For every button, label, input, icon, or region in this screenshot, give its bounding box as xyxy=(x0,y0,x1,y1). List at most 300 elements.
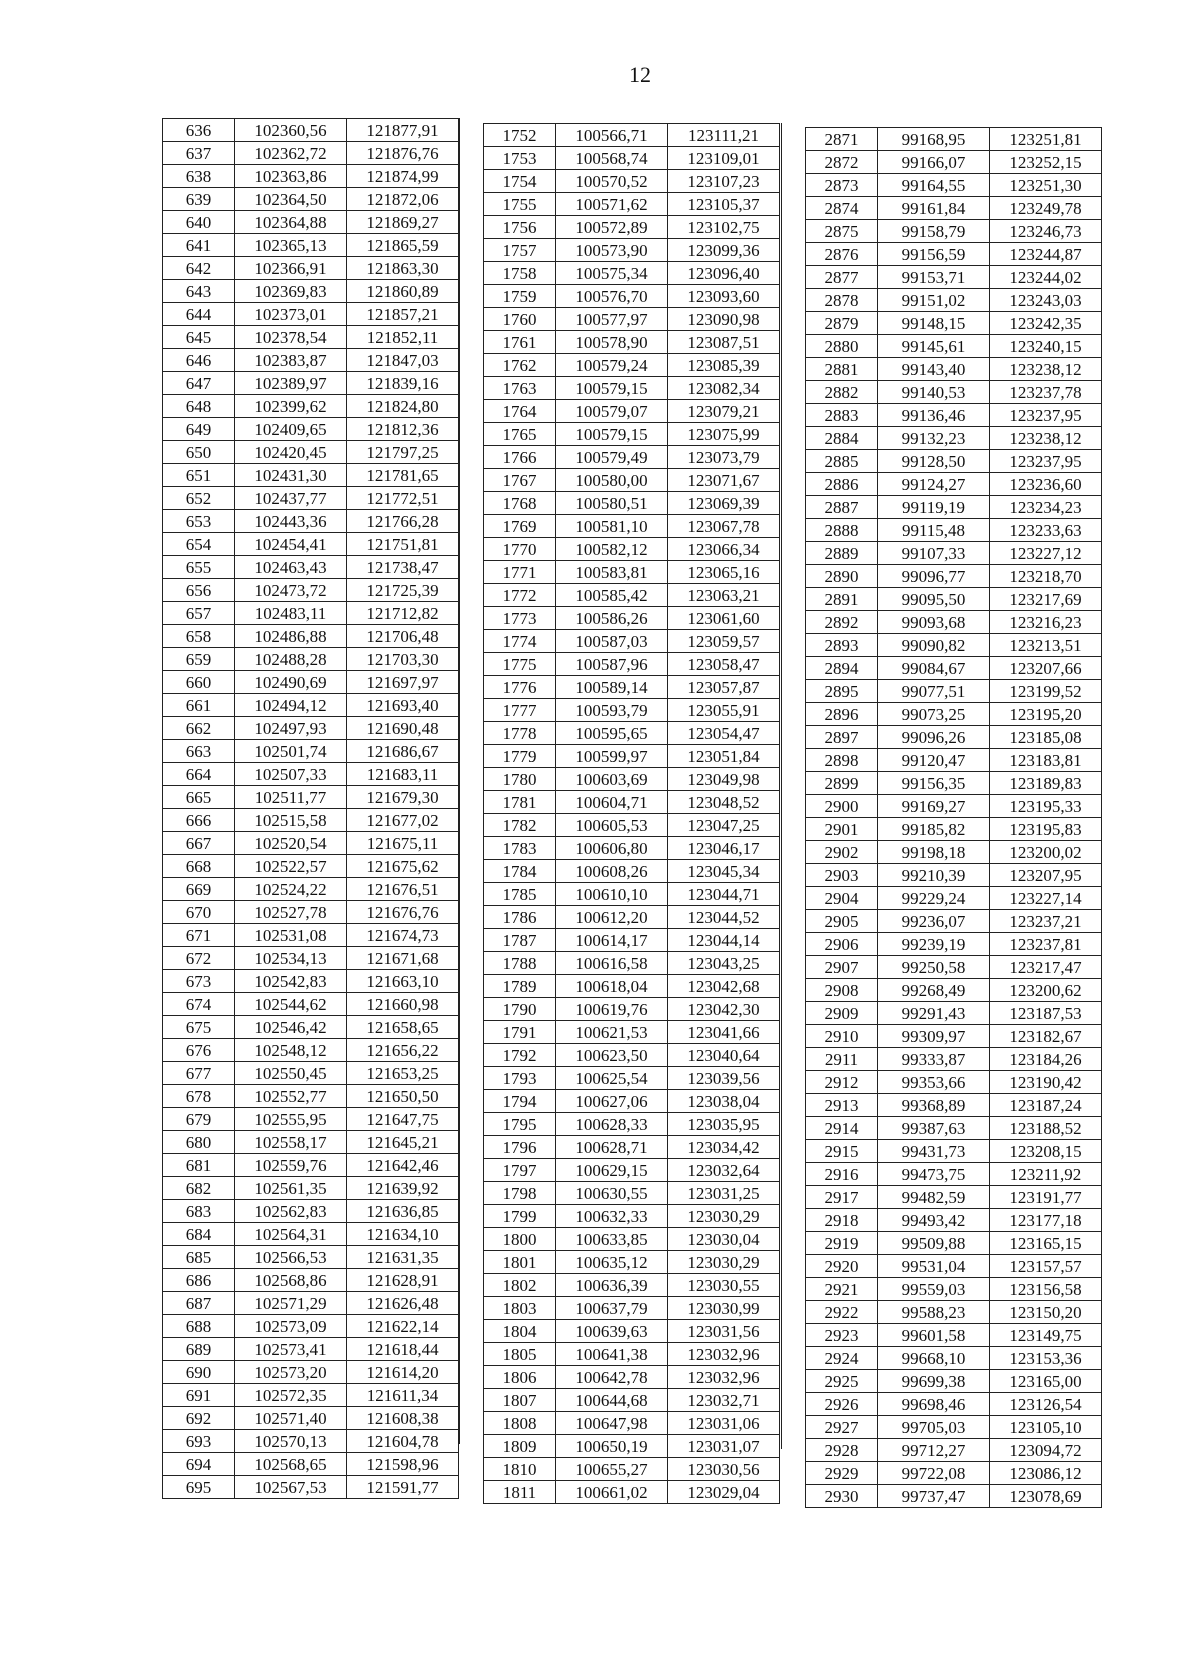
table-row xyxy=(484,561,780,584)
table-row xyxy=(163,372,459,395)
y-coordinate-cell: 121660,98 xyxy=(347,993,459,1016)
point-number-cell: 662 xyxy=(163,717,235,740)
y-coordinate-cell: 123102,75 xyxy=(668,216,780,239)
y-coordinate-cell: 123244,02 xyxy=(990,266,1102,289)
x-coordinate-cell: 100618,04 xyxy=(556,975,668,998)
y-coordinate-cell: 121676,51 xyxy=(347,878,459,901)
table-row xyxy=(806,1278,1102,1301)
x-coordinate-cell: 102365,13 xyxy=(235,234,347,257)
y-coordinate-cell: 123107,23 xyxy=(668,170,780,193)
x-coordinate-cell: 100580,00 xyxy=(556,469,668,492)
y-coordinate-cell: 123032,96 xyxy=(668,1343,780,1366)
point-number-cell: 674 xyxy=(163,993,235,1016)
y-coordinate-cell: 121675,62 xyxy=(347,855,459,878)
y-coordinate-cell: 123030,29 xyxy=(668,1251,780,1274)
x-coordinate-cell: 100579,49 xyxy=(556,446,668,469)
y-coordinate-cell: 121604,78 xyxy=(347,1430,459,1453)
y-coordinate-cell: 123054,47 xyxy=(668,722,780,745)
table-row xyxy=(484,1113,780,1136)
table-row xyxy=(163,625,459,648)
y-coordinate-cell: 123109,01 xyxy=(668,147,780,170)
x-coordinate-cell: 100623,50 xyxy=(556,1044,668,1067)
table-row xyxy=(163,671,459,694)
point-number-cell: 1781 xyxy=(484,791,556,814)
table-row xyxy=(163,1131,459,1154)
table-row xyxy=(806,1117,1102,1140)
table-row xyxy=(806,542,1102,565)
y-coordinate-cell: 123055,91 xyxy=(668,699,780,722)
x-coordinate-cell: 99559,03 xyxy=(878,1278,990,1301)
x-coordinate-cell: 100647,98 xyxy=(556,1412,668,1435)
point-number-cell: 2873 xyxy=(806,174,878,197)
table-row xyxy=(806,1393,1102,1416)
table-row xyxy=(484,1044,780,1067)
point-number-cell: 2886 xyxy=(806,473,878,496)
y-coordinate-cell: 123063,21 xyxy=(668,584,780,607)
y-coordinate-cell: 121693,40 xyxy=(347,694,459,717)
x-coordinate-cell: 100572,89 xyxy=(556,216,668,239)
x-coordinate-cell: 99531,04 xyxy=(878,1255,990,1278)
y-coordinate-cell: 123249,78 xyxy=(990,197,1102,220)
point-number-cell: 1778 xyxy=(484,722,556,745)
y-coordinate-cell: 123244,87 xyxy=(990,243,1102,266)
table-row xyxy=(806,289,1102,312)
table-row xyxy=(484,906,780,929)
table-row xyxy=(484,1228,780,1251)
x-coordinate-cell: 99096,26 xyxy=(878,726,990,749)
y-coordinate-cell: 123243,03 xyxy=(990,289,1102,312)
y-coordinate-cell: 121614,20 xyxy=(347,1361,459,1384)
point-number-cell: 636 xyxy=(163,119,235,142)
x-coordinate-cell: 99712,27 xyxy=(878,1439,990,1462)
point-number-cell: 2883 xyxy=(806,404,878,427)
y-coordinate-cell: 121663,10 xyxy=(347,970,459,993)
point-number-cell: 677 xyxy=(163,1062,235,1085)
y-coordinate-cell: 121877,91 xyxy=(347,119,459,142)
table-row xyxy=(484,538,780,561)
point-number-cell: 2908 xyxy=(806,979,878,1002)
x-coordinate-cell: 99096,77 xyxy=(878,565,990,588)
point-number-cell: 1788 xyxy=(484,952,556,975)
point-number-cell: 1790 xyxy=(484,998,556,1021)
y-coordinate-cell: 123030,29 xyxy=(668,1205,780,1228)
x-coordinate-cell: 102573,20 xyxy=(235,1361,347,1384)
table-row xyxy=(163,878,459,901)
point-number-cell: 1783 xyxy=(484,837,556,860)
point-number-cell: 671 xyxy=(163,924,235,947)
point-number-cell: 1754 xyxy=(484,170,556,193)
x-coordinate-cell: 102515,58 xyxy=(235,809,347,832)
table-row xyxy=(806,335,1102,358)
x-coordinate-cell: 99698,46 xyxy=(878,1393,990,1416)
point-number-cell: 676 xyxy=(163,1039,235,1062)
point-number-cell: 2884 xyxy=(806,427,878,450)
x-coordinate-cell: 100595,65 xyxy=(556,722,668,745)
x-coordinate-cell: 99124,27 xyxy=(878,473,990,496)
y-coordinate-cell: 123237,95 xyxy=(990,404,1102,427)
y-coordinate-cell: 121857,21 xyxy=(347,303,459,326)
y-coordinate-cell: 121847,03 xyxy=(347,349,459,372)
x-coordinate-cell: 100635,12 xyxy=(556,1251,668,1274)
x-coordinate-cell: 102399,62 xyxy=(235,395,347,418)
point-number-cell: 694 xyxy=(163,1453,235,1476)
y-coordinate-cell: 123082,34 xyxy=(668,377,780,400)
y-coordinate-cell: 123150,20 xyxy=(990,1301,1102,1324)
point-number-cell: 1776 xyxy=(484,676,556,699)
coordinate-table-3 xyxy=(805,127,1102,1508)
point-number-cell: 672 xyxy=(163,947,235,970)
point-number-cell: 1771 xyxy=(484,561,556,584)
table-row xyxy=(484,1320,780,1343)
y-coordinate-cell: 121824,80 xyxy=(347,395,459,418)
table-row xyxy=(484,1343,780,1366)
table-row xyxy=(806,657,1102,680)
y-coordinate-cell: 123182,67 xyxy=(990,1025,1102,1048)
point-number-cell: 695 xyxy=(163,1476,235,1499)
y-coordinate-cell: 123031,07 xyxy=(668,1435,780,1458)
x-coordinate-cell: 99090,82 xyxy=(878,634,990,657)
point-number-cell: 644 xyxy=(163,303,235,326)
coordinate-tables xyxy=(0,118,1200,1558)
point-number-cell: 1810 xyxy=(484,1458,556,1481)
x-coordinate-cell: 100578,90 xyxy=(556,331,668,354)
x-coordinate-cell: 100573,90 xyxy=(556,239,668,262)
table-row xyxy=(806,427,1102,450)
x-coordinate-cell: 102524,22 xyxy=(235,878,347,901)
point-number-cell: 642 xyxy=(163,257,235,280)
table-row xyxy=(806,151,1102,174)
point-number-cell: 2895 xyxy=(806,680,878,703)
y-coordinate-cell: 123237,81 xyxy=(990,933,1102,956)
point-number-cell: 1766 xyxy=(484,446,556,469)
x-coordinate-cell: 102544,62 xyxy=(235,993,347,1016)
point-number-cell: 653 xyxy=(163,510,235,533)
point-number-cell: 1752 xyxy=(484,124,556,147)
table-row xyxy=(806,128,1102,151)
table-row xyxy=(806,979,1102,1002)
point-number-cell: 1789 xyxy=(484,975,556,998)
table-row xyxy=(163,602,459,625)
point-number-cell: 2924 xyxy=(806,1347,878,1370)
y-coordinate-cell: 123059,57 xyxy=(668,630,780,653)
table-row xyxy=(806,1255,1102,1278)
point-number-cell: 661 xyxy=(163,694,235,717)
point-number-cell: 2925 xyxy=(806,1370,878,1393)
x-coordinate-cell: 100593,79 xyxy=(556,699,668,722)
y-coordinate-cell: 121674,73 xyxy=(347,924,459,947)
x-coordinate-cell: 102409,65 xyxy=(235,418,347,441)
table-row xyxy=(806,1324,1102,1347)
y-coordinate-cell: 121677,02 xyxy=(347,809,459,832)
table-row xyxy=(484,170,780,193)
x-coordinate-cell: 99169,27 xyxy=(878,795,990,818)
y-coordinate-cell: 123213,51 xyxy=(990,634,1102,657)
x-coordinate-cell: 99509,88 xyxy=(878,1232,990,1255)
point-number-cell: 2930 xyxy=(806,1485,878,1508)
y-coordinate-cell: 123227,12 xyxy=(990,542,1102,565)
table-row xyxy=(806,450,1102,473)
table-row xyxy=(484,1159,780,1182)
table-row xyxy=(163,349,459,372)
y-coordinate-cell: 123251,30 xyxy=(990,174,1102,197)
table-row xyxy=(163,1154,459,1177)
table-row xyxy=(484,860,780,883)
x-coordinate-cell: 102507,33 xyxy=(235,763,347,786)
x-coordinate-cell: 100575,34 xyxy=(556,262,668,285)
y-coordinate-cell: 123157,57 xyxy=(990,1255,1102,1278)
table-row xyxy=(163,1062,459,1085)
y-coordinate-cell: 123044,71 xyxy=(668,883,780,906)
table-row xyxy=(806,864,1102,887)
point-number-cell: 2914 xyxy=(806,1117,878,1140)
table-row xyxy=(484,1412,780,1435)
point-number-cell: 1758 xyxy=(484,262,556,285)
y-coordinate-cell: 123044,14 xyxy=(668,929,780,952)
y-coordinate-cell: 121634,10 xyxy=(347,1223,459,1246)
table-row xyxy=(806,197,1102,220)
y-coordinate-cell: 123049,98 xyxy=(668,768,780,791)
table-row xyxy=(806,933,1102,956)
point-number-cell: 640 xyxy=(163,211,235,234)
x-coordinate-cell: 99198,18 xyxy=(878,841,990,864)
x-coordinate-cell: 99161,84 xyxy=(878,197,990,220)
table-row xyxy=(484,699,780,722)
y-coordinate-cell: 123105,10 xyxy=(990,1416,1102,1439)
table-row xyxy=(163,1476,459,1499)
point-number-cell: 646 xyxy=(163,349,235,372)
y-coordinate-cell: 123237,78 xyxy=(990,381,1102,404)
point-number-cell: 663 xyxy=(163,740,235,763)
y-coordinate-cell: 123030,56 xyxy=(668,1458,780,1481)
table-row xyxy=(484,285,780,308)
point-number-cell: 1779 xyxy=(484,745,556,768)
point-number-cell: 2917 xyxy=(806,1186,878,1209)
y-coordinate-cell: 121647,75 xyxy=(347,1108,459,1131)
point-number-cell: 1762 xyxy=(484,354,556,377)
point-number-cell: 1753 xyxy=(484,147,556,170)
x-coordinate-cell: 102364,50 xyxy=(235,188,347,211)
table-row xyxy=(484,653,780,676)
table-row xyxy=(806,1347,1102,1370)
x-coordinate-cell: 100628,33 xyxy=(556,1113,668,1136)
y-coordinate-cell: 123048,52 xyxy=(668,791,780,814)
table-row xyxy=(806,956,1102,979)
x-coordinate-cell: 100577,97 xyxy=(556,308,668,331)
x-coordinate-cell: 100628,71 xyxy=(556,1136,668,1159)
table-row xyxy=(484,676,780,699)
table-row xyxy=(163,786,459,809)
table-row xyxy=(484,584,780,607)
table-row xyxy=(806,749,1102,772)
point-number-cell: 1792 xyxy=(484,1044,556,1067)
y-coordinate-cell: 121751,81 xyxy=(347,533,459,556)
x-coordinate-cell: 99210,39 xyxy=(878,864,990,887)
coordinate-table-2 xyxy=(483,123,780,1504)
x-coordinate-cell: 102542,83 xyxy=(235,970,347,993)
x-coordinate-cell: 100580,51 xyxy=(556,492,668,515)
x-coordinate-cell: 100581,10 xyxy=(556,515,668,538)
y-coordinate-cell: 121653,25 xyxy=(347,1062,459,1085)
table-row xyxy=(806,634,1102,657)
x-coordinate-cell: 100579,15 xyxy=(556,423,668,446)
point-number-cell: 682 xyxy=(163,1177,235,1200)
table-row xyxy=(806,1416,1102,1439)
y-coordinate-cell: 123200,62 xyxy=(990,979,1102,1002)
y-coordinate-cell: 121686,67 xyxy=(347,740,459,763)
point-number-cell: 637 xyxy=(163,142,235,165)
y-coordinate-cell: 123237,95 xyxy=(990,450,1102,473)
x-coordinate-cell: 102483,11 xyxy=(235,602,347,625)
point-number-cell: 1787 xyxy=(484,929,556,952)
x-coordinate-cell: 99239,19 xyxy=(878,933,990,956)
y-coordinate-cell: 123090,98 xyxy=(668,308,780,331)
table-row xyxy=(484,1297,780,1320)
point-number-cell: 639 xyxy=(163,188,235,211)
point-number-cell: 648 xyxy=(163,395,235,418)
y-coordinate-cell: 123233,63 xyxy=(990,519,1102,542)
x-coordinate-cell: 100566,71 xyxy=(556,124,668,147)
table-row xyxy=(484,607,780,630)
x-coordinate-cell: 102522,57 xyxy=(235,855,347,878)
x-coordinate-cell: 102531,08 xyxy=(235,924,347,947)
table-row xyxy=(484,952,780,975)
y-coordinate-cell: 121608,38 xyxy=(347,1407,459,1430)
point-number-cell: 647 xyxy=(163,372,235,395)
x-coordinate-cell: 99268,49 xyxy=(878,979,990,1002)
table-row xyxy=(484,1205,780,1228)
point-number-cell: 1759 xyxy=(484,285,556,308)
y-coordinate-cell: 123207,66 xyxy=(990,657,1102,680)
y-coordinate-cell: 123032,96 xyxy=(668,1366,780,1389)
point-number-cell: 1805 xyxy=(484,1343,556,1366)
y-coordinate-cell: 123031,56 xyxy=(668,1320,780,1343)
x-coordinate-cell: 99387,63 xyxy=(878,1117,990,1140)
table-row xyxy=(806,312,1102,335)
table-row xyxy=(484,929,780,952)
x-coordinate-cell: 100605,53 xyxy=(556,814,668,837)
table-row xyxy=(806,841,1102,864)
y-coordinate-cell: 123030,99 xyxy=(668,1297,780,1320)
x-coordinate-cell: 99128,50 xyxy=(878,450,990,473)
point-number-cell: 1767 xyxy=(484,469,556,492)
x-coordinate-cell: 102548,12 xyxy=(235,1039,347,1062)
y-coordinate-cell: 123079,21 xyxy=(668,400,780,423)
x-coordinate-cell: 102437,77 xyxy=(235,487,347,510)
point-number-cell: 1786 xyxy=(484,906,556,929)
table-row xyxy=(163,280,459,303)
point-number-cell: 2921 xyxy=(806,1278,878,1301)
table-row xyxy=(163,395,459,418)
y-coordinate-cell: 123177,18 xyxy=(990,1209,1102,1232)
y-coordinate-cell: 123199,52 xyxy=(990,680,1102,703)
y-coordinate-cell: 121591,77 xyxy=(347,1476,459,1499)
y-coordinate-cell: 123034,42 xyxy=(668,1136,780,1159)
point-number-cell: 1796 xyxy=(484,1136,556,1159)
table-row xyxy=(484,1481,780,1504)
table-row xyxy=(484,262,780,285)
x-coordinate-cell: 100587,03 xyxy=(556,630,668,653)
table-row xyxy=(484,814,780,837)
y-coordinate-cell: 121622,14 xyxy=(347,1315,459,1338)
x-coordinate-cell: 100587,96 xyxy=(556,653,668,676)
y-coordinate-cell: 123058,47 xyxy=(668,653,780,676)
x-coordinate-cell: 102570,13 xyxy=(235,1430,347,1453)
x-coordinate-cell: 102389,97 xyxy=(235,372,347,395)
table-row xyxy=(484,1274,780,1297)
y-coordinate-cell: 123242,35 xyxy=(990,312,1102,335)
table-row xyxy=(806,1301,1102,1324)
y-coordinate-cell: 123207,95 xyxy=(990,864,1102,887)
table-row xyxy=(484,469,780,492)
y-coordinate-cell: 123195,20 xyxy=(990,703,1102,726)
x-coordinate-cell: 99164,55 xyxy=(878,174,990,197)
point-number-cell: 2922 xyxy=(806,1301,878,1324)
point-number-cell: 1809 xyxy=(484,1435,556,1458)
point-number-cell: 675 xyxy=(163,1016,235,1039)
y-coordinate-cell: 123187,53 xyxy=(990,1002,1102,1025)
table-row xyxy=(806,1048,1102,1071)
y-coordinate-cell: 123184,26 xyxy=(990,1048,1102,1071)
y-coordinate-cell: 123029,04 xyxy=(668,1481,780,1504)
x-coordinate-cell: 100571,62 xyxy=(556,193,668,216)
point-number-cell: 2916 xyxy=(806,1163,878,1186)
x-coordinate-cell: 99145,61 xyxy=(878,335,990,358)
y-coordinate-cell: 123227,14 xyxy=(990,887,1102,910)
x-coordinate-cell: 102527,78 xyxy=(235,901,347,924)
x-coordinate-cell: 100586,26 xyxy=(556,607,668,630)
table-row xyxy=(163,1085,459,1108)
y-coordinate-cell: 123165,00 xyxy=(990,1370,1102,1393)
x-coordinate-cell: 100612,20 xyxy=(556,906,668,929)
point-number-cell: 2903 xyxy=(806,864,878,887)
y-coordinate-cell: 123066,34 xyxy=(668,538,780,561)
table-row xyxy=(484,1251,780,1274)
x-coordinate-cell: 102369,83 xyxy=(235,280,347,303)
table-row xyxy=(163,1292,459,1315)
x-coordinate-cell: 99132,23 xyxy=(878,427,990,450)
point-number-cell: 2929 xyxy=(806,1462,878,1485)
y-coordinate-cell: 121725,39 xyxy=(347,579,459,602)
x-coordinate-cell: 99229,24 xyxy=(878,887,990,910)
table-row xyxy=(806,1485,1102,1508)
point-number-cell: 2923 xyxy=(806,1324,878,1347)
x-coordinate-cell: 102360,56 xyxy=(235,119,347,142)
x-coordinate-cell: 102494,12 xyxy=(235,694,347,717)
y-coordinate-cell: 121683,11 xyxy=(347,763,459,786)
table-row xyxy=(163,993,459,1016)
point-number-cell: 1768 xyxy=(484,492,556,515)
y-coordinate-cell: 123238,12 xyxy=(990,358,1102,381)
column-divider xyxy=(781,123,782,1449)
x-coordinate-cell: 100614,17 xyxy=(556,929,668,952)
x-coordinate-cell: 99699,38 xyxy=(878,1370,990,1393)
table-row xyxy=(163,1200,459,1223)
point-number-cell: 641 xyxy=(163,234,235,257)
table-row xyxy=(163,119,459,142)
table-row xyxy=(484,1435,780,1458)
point-number-cell: 1798 xyxy=(484,1182,556,1205)
y-coordinate-cell: 121679,30 xyxy=(347,786,459,809)
x-coordinate-cell: 99107,33 xyxy=(878,542,990,565)
x-coordinate-cell: 100582,12 xyxy=(556,538,668,561)
point-number-cell: 664 xyxy=(163,763,235,786)
column-divider xyxy=(459,118,460,1444)
x-coordinate-cell: 102463,43 xyxy=(235,556,347,579)
y-coordinate-cell: 121876,76 xyxy=(347,142,459,165)
table-row xyxy=(163,533,459,556)
x-coordinate-cell: 102490,69 xyxy=(235,671,347,694)
y-coordinate-cell: 123071,67 xyxy=(668,469,780,492)
